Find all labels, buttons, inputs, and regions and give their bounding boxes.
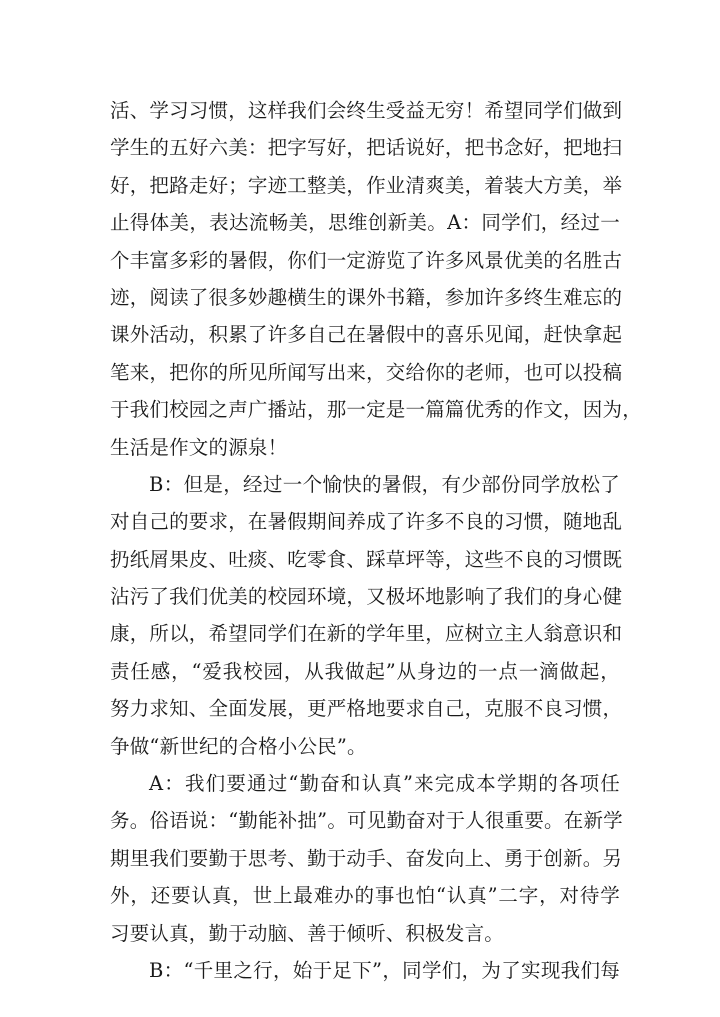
text-line: 期里我们要勤于思考、勤于动手、奋发向上、勇于创新。另 bbox=[110, 846, 623, 870]
text-line: 外，还要认真，世上最难办的事也怕“认真”二字，对待学 bbox=[110, 884, 620, 908]
text-line: B：但是，经过一个愉快的暑假，有少部份同学放松了 bbox=[149, 472, 620, 496]
paragraph-3 bbox=[110, 765, 623, 952]
text-line: 于我们校园之声广播站，那一定是一篇篇优秀的作文，因为， bbox=[110, 398, 642, 422]
text-line: 习要认真，勤于动脑、善于倾听、积极发言。 bbox=[110, 921, 505, 945]
paragraph-4 bbox=[110, 952, 620, 989]
text-line: 争做“新世纪的合格小公民”。 bbox=[110, 734, 367, 758]
text-line: 活、学习习惯，这样我们会终生受益无穷！希望同学们做到 bbox=[110, 99, 623, 122]
text-line: 扔纸屑果皮、吐痰、吃零食、踩草坪等，这些不良的习惯既 bbox=[110, 547, 623, 571]
document-body bbox=[110, 92, 642, 989]
text-line: 努力求知、全面发展，更严格地要求自己，克服不良习惯， bbox=[110, 697, 623, 721]
text-line: 止得体美，表达流畅美，思维创新美。A：同学们，经过一 bbox=[110, 211, 620, 235]
text-line: 笔来，把你的所见所闻写出来，交给你的老师，也可以投稿 bbox=[110, 360, 623, 384]
text-line: 务。俗语说：“勤能补拙”。可见勤奋对于人很重要。在新学 bbox=[110, 809, 623, 833]
text-line: 沾污了我们优美的校园环境，又极坏地影响了我们的身心健 bbox=[110, 585, 623, 609]
paragraph-1 bbox=[110, 92, 642, 466]
paragraph-2 bbox=[110, 466, 623, 765]
text-line: 对自己的要求，在暑假期间养成了许多不良的习惯，随地乱 bbox=[110, 510, 623, 534]
text-line: 责任感，“爱我校园，从我做起”从身边的一点一滴做起， bbox=[110, 659, 620, 683]
text-line: 康，所以，希望同学们在新的学年里，应树立主人翁意识和 bbox=[110, 622, 623, 646]
text-line: 学生的五好六美：把字写好，把话说好，把书念好，把地扫 bbox=[110, 136, 623, 160]
text-line: 个丰富多彩的暑假，你们一定游览了许多风景优美的名胜古 bbox=[110, 248, 623, 272]
text-line: A：我们要通过“勤奋和认真”来完成本学期的各项任 bbox=[149, 772, 620, 796]
text-line: 迹，阅读了很多妙趣横生的课外书籍，参加许多终生难忘的 bbox=[110, 285, 623, 309]
text-line: 好，把路走好；字迹工整美，作业清爽美，着装大方美，举 bbox=[110, 173, 623, 197]
text-line: 课外活动，积累了许多自己在暑假中的喜乐见闻，赶快拿起 bbox=[110, 323, 623, 347]
text-line: 生活是作文的源泉！ bbox=[110, 435, 288, 459]
text-line: B：“千里之行，始于足下”，同学们，为了实现我们每 bbox=[149, 958, 620, 982]
